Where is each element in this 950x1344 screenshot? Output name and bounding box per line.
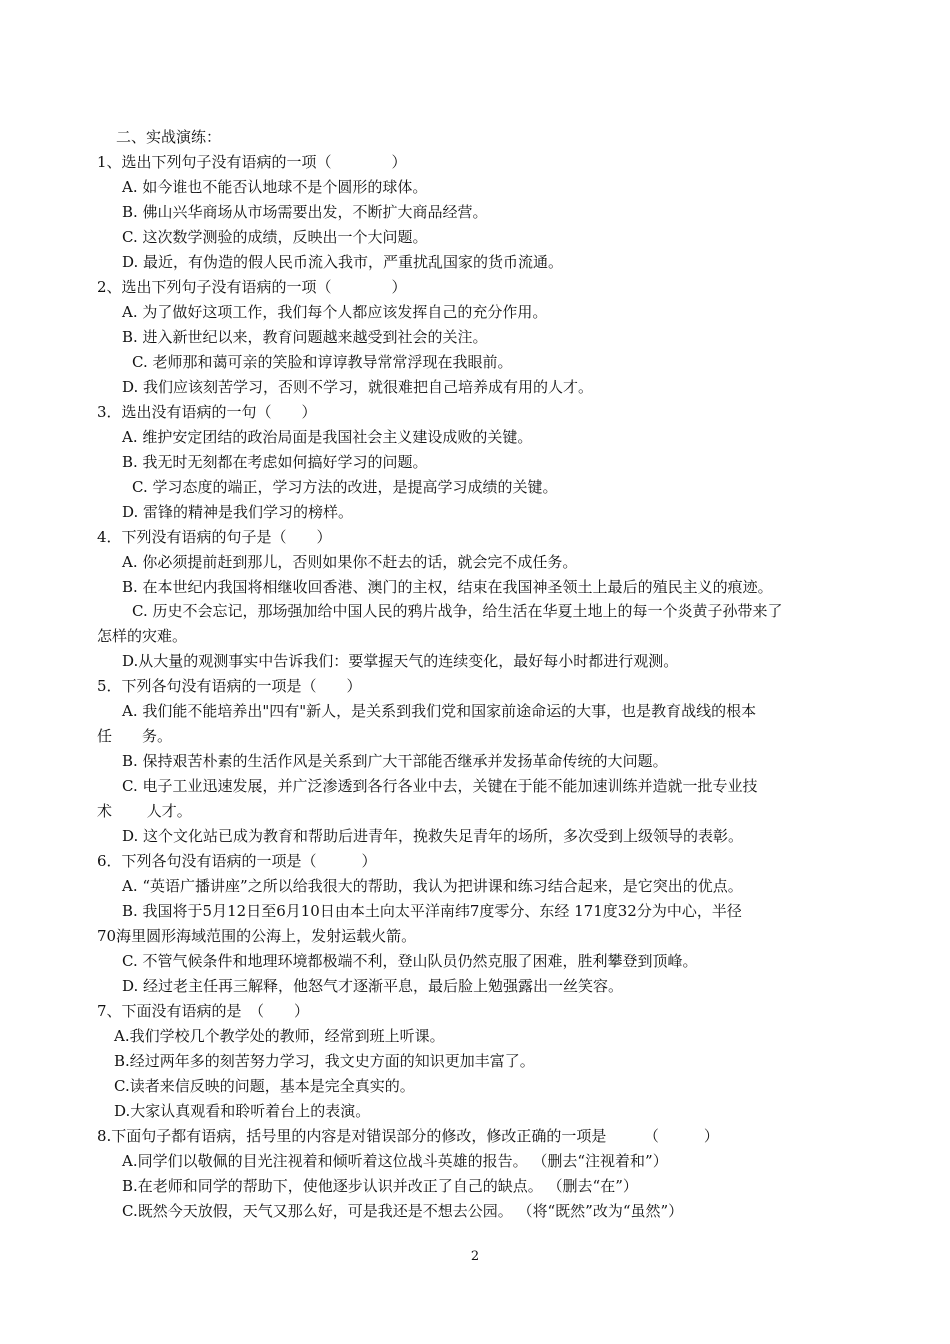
question-6-option-b-cont: 70海里圆形海域范围的公海上，发射运载火箭。 bbox=[97, 927, 417, 945]
question-1-option-a: A. 如今谁也不能否认地球不是个圆形的球体。 bbox=[122, 178, 428, 196]
question-1-option-c: C. 这次数学测验的成绩，反映出一个大问题。 bbox=[122, 228, 428, 246]
question-7-stem: 7、下面没有语病的是 （ ） bbox=[97, 1002, 310, 1020]
question-4-option-c-cont: 怎样的灾难。 bbox=[97, 627, 188, 645]
question-1-option-b: B. 佛山兴华商场从市场需要出发，不断扩大商品经营。 bbox=[122, 203, 488, 221]
question-8-option-a: A.同学们以敬佩的目光注视着和倾听着这位战斗英雄的报告。 （删去“注视着和”） bbox=[122, 1152, 668, 1170]
question-5-option-c-cont: 术 人才。 bbox=[97, 802, 192, 820]
question-3-option-b: B. 我无时无刻都在考虑如何搞好学习的问题。 bbox=[122, 453, 428, 471]
question-2-option-b: B. 进入新世纪以来，教育问题越来越受到社会的关注。 bbox=[122, 328, 488, 346]
question-4-option-d: D.从大量的观测事实中告诉我们：要掌握天气的连续变化，最好每小时都进行观测。 bbox=[122, 652, 679, 670]
question-1-option-d: D. 最近，有伪造的假人民币流入我市，严重扰乱国家的货币流通。 bbox=[122, 253, 564, 271]
question-6-stem: 6．下列各句没有语病的一项是（ ） bbox=[97, 852, 377, 870]
question-4-option-b: B. 在本世纪内我国将相继收回香港、澳门的主权，结束在我国神圣领土上最后的殖民主义的痕迹。 bbox=[122, 578, 773, 596]
question-3-option-d: D. 雷锋的精神是我们学习的榜样。 bbox=[122, 503, 354, 521]
question-3-option-a: A. 维护安定团结的政治局面是我国社会主义建设成败的关键。 bbox=[122, 428, 533, 446]
question-7-option-b: B.经过两年多的刻苦努力学习，我文史方面的知识更加丰富了。 bbox=[114, 1052, 535, 1070]
question-5-option-a-cont: 任 务。 bbox=[97, 727, 173, 745]
question-4-option-c: C. 历史不会忘记，那场强加给中国人民的鸦片战争，给生活在华夏土地上的每一个炎黄子孙带来了 bbox=[132, 602, 783, 620]
question-2-option-a: A. 为了做好这项工作，我们每个人都应该发挥自己的充分作用。 bbox=[122, 303, 548, 321]
question-3-option-c: C. 学习态度的端正，学习方法的改进，是提高学习成绩的关键。 bbox=[132, 478, 558, 496]
question-8-stem: 8.下面句子都有语病，括号里的内容是对错误部分的修改，修改正确的一项是 （ ） bbox=[97, 1127, 719, 1145]
question-6-option-a: A. “英语广播讲座”之所以给我很大的帮助，我认为把讲课和练习结合起来，是它突出的优点。 bbox=[122, 877, 743, 895]
page-number: 2 bbox=[470, 1249, 480, 1264]
question-4-option-a: A. 你必须提前赶到那儿，否则如果你不赶去的话，就会完不成任务。 bbox=[122, 553, 578, 571]
question-4-stem: 4．下列没有语病的句子是（ ） bbox=[97, 528, 332, 546]
question-7-option-a: A.我们学校几个教学处的教师，经常到班上听课。 bbox=[114, 1027, 445, 1045]
question-1-stem: 1、选出下列句子没有语病的一项（ ） bbox=[97, 153, 407, 171]
question-7-option-c: C.读者来信反映的问题，基本是完全真实的。 bbox=[114, 1077, 415, 1095]
question-5-stem: 5．下列各句没有语病的一项是（ ） bbox=[97, 677, 362, 695]
question-8-option-c: C.既然今天放假，天气又那么好，可是我还是不想去公园。 （将“既然”改为“虽然”） bbox=[122, 1202, 684, 1220]
question-7-option-d: D.大家认真观看和聆听着台上的表演。 bbox=[114, 1102, 371, 1120]
question-6-option-d: D. 经过老主任再三解释，他怒气才逐渐平息，最后脸上勉强露出一丝笑容。 bbox=[122, 977, 624, 995]
question-5-option-b: B. 保持艰苦朴素的生活作风是关系到广大干部能否继承并发扬革命传统的大问题。 bbox=[122, 752, 668, 770]
question-6-option-c: C. 不管气候条件和地理环境都极端不利，登山队员仍然克服了困难，胜利攀登到顶峰。 bbox=[122, 952, 698, 970]
question-5-option-c: C. 电子工业迅速发展，并广泛渗透到各行各业中去，关键在于能不能加速训练并造就一批专业技 bbox=[122, 777, 758, 795]
question-3-stem: 3．选出没有语病的一句（ ） bbox=[97, 403, 317, 421]
question-5-option-d: D. 这个文化站已成为教育和帮助后进青年，挽救失足青年的场所，多次受到上级领导的表彰。 bbox=[122, 827, 744, 845]
question-2-stem: 2、选出下列句子没有语病的一项（ ） bbox=[97, 278, 407, 296]
question-2-option-c: C. 老师那和蔼可亲的笑脸和谆谆教导常常浮现在我眼前。 bbox=[132, 353, 513, 371]
question-2-option-d: D. 我们应该刻苦学习，否则不学习，就很难把自己培养成有用的人才。 bbox=[122, 378, 594, 396]
question-8-option-b: B.在老师和同学的帮助下，使他逐步认识并改正了自己的缺点。 （删去“在”） bbox=[122, 1177, 638, 1195]
question-5-option-a: A. 我们能不能培养出"四有"新人，是关系到我们党和国家前途命运的大事，也是教育战线的根本 bbox=[122, 702, 757, 720]
question-6-option-b: B. 我国将于5月12日至6月10日由本土向太平洋南纬7度零分、东经 171度32分为中心，半径 bbox=[122, 902, 742, 920]
section-title: 二、实战演练： bbox=[116, 128, 222, 146]
